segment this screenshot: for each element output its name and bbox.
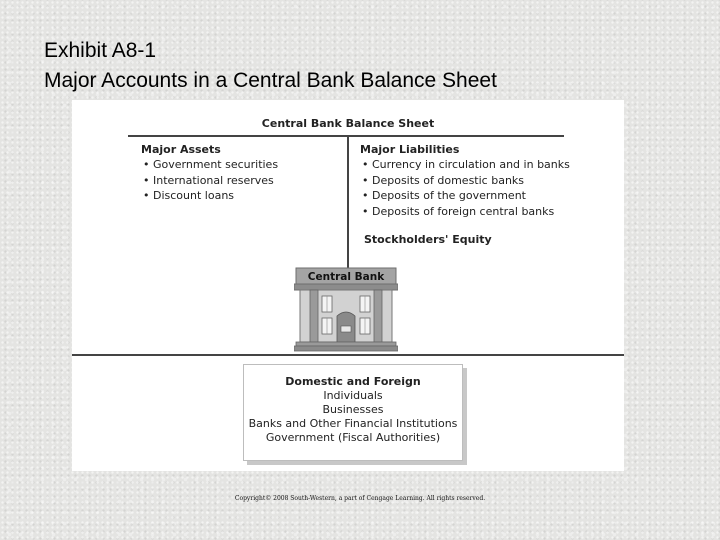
asset-item: • International reserves — [141, 173, 278, 189]
liability-item: • Deposits of the government — [360, 188, 570, 204]
major-liabilities-heading: Major Liabilities — [360, 143, 460, 156]
liability-item: • Deposits of domestic banks — [360, 173, 570, 189]
domestic-foreign-box — [243, 364, 463, 461]
central-bank-sign-label: Central Bank — [307, 271, 385, 283]
sector-divider-line — [72, 354, 624, 356]
sector-line: Individuals — [323, 389, 383, 402]
slide-title-line-1: Exhibit A8-1 — [44, 39, 157, 62]
bank-building-icon — [294, 266, 398, 352]
slide-title-line-2: Major Accounts in a Central Bank Balance Sheet — [44, 69, 497, 92]
major-liabilities-column — [360, 143, 570, 219]
asset-item: • Discount loans — [141, 188, 278, 204]
major-assets-column — [141, 143, 278, 204]
copyright-notice: Copyright© 2008 South-Western, a part of Cengage Learning. All rights reserved. — [234, 495, 486, 502]
balance-sheet-top-rule — [128, 135, 564, 137]
sector-line: Government (Fiscal Authorities) — [265, 431, 441, 444]
sector-line: Businesses — [322, 403, 384, 416]
liabilities-list — [360, 157, 570, 219]
assets-list — [141, 157, 278, 204]
balance-sheet-title: Central Bank Balance Sheet — [261, 117, 435, 130]
liability-item: • Currency in circulation and in banks — [360, 157, 570, 173]
balance-sheet-divider — [347, 136, 349, 282]
stockholders-equity-label: Stockholders' Equity — [364, 233, 492, 246]
diagram-panel — [72, 100, 624, 471]
liability-item: • Deposits of foreign central banks — [360, 204, 570, 220]
sector-line: Banks and Other Financial Institutions — [248, 417, 458, 430]
domestic-foreign-heading: Domestic and Foreign — [285, 375, 421, 388]
central-bank-building — [294, 266, 398, 352]
asset-item: • Government securities — [141, 157, 278, 173]
major-assets-heading: Major Assets — [141, 143, 221, 156]
